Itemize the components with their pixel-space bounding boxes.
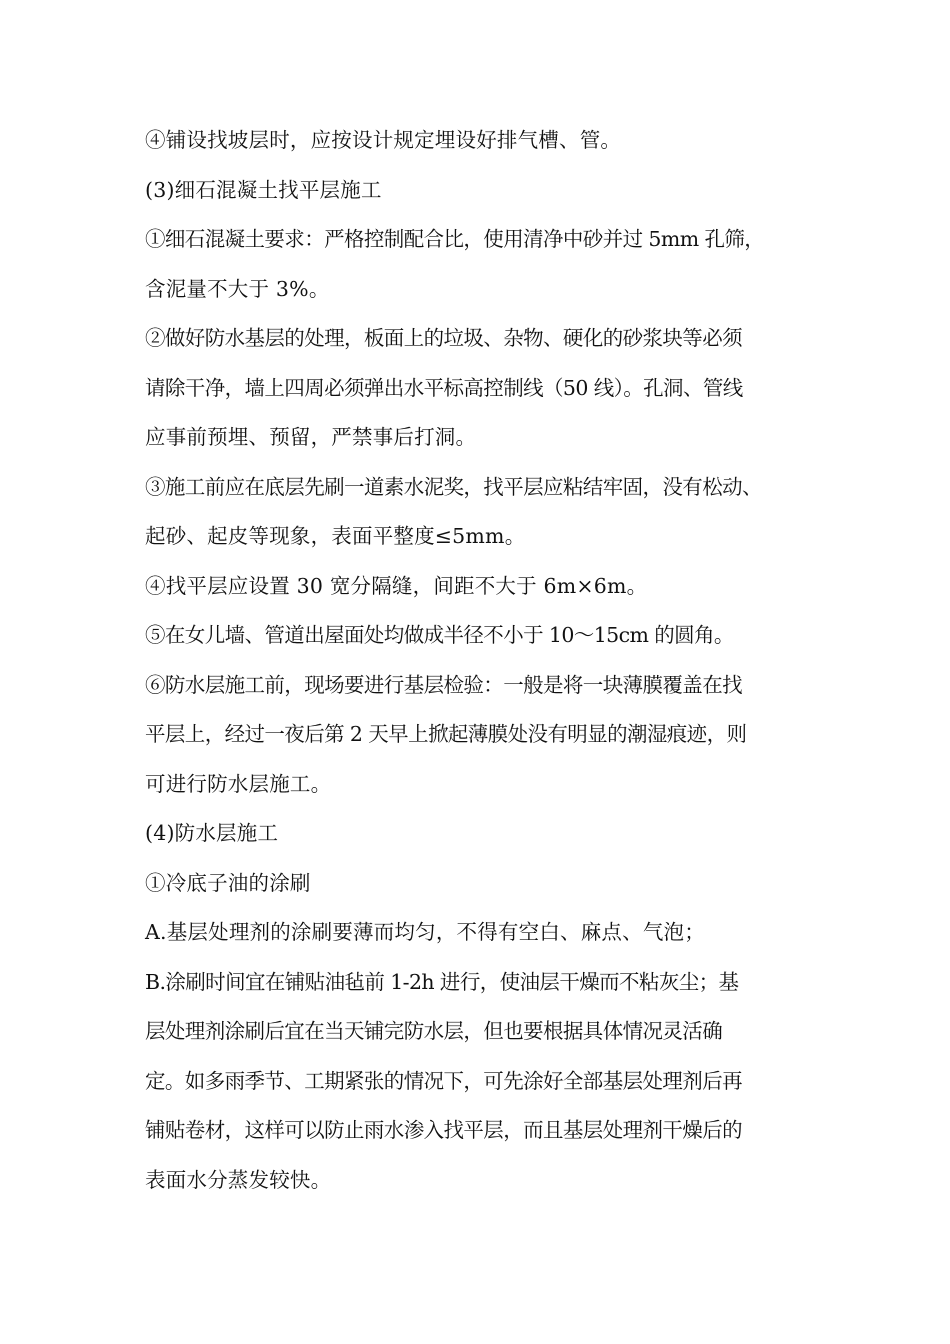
text-line: 平层上，经过一夜后第 2 天早上掀起薄膜处没有明显的潮湿痕迹，则 [145, 722, 747, 746]
text-line: ⑥防水层施工前，现场要进行基层检验：一般是将一块薄膜覆盖在找 [145, 672, 742, 697]
text-line: B.涂刷时间宜在铺贴油毡前 1-2h 进行，使油层干燥而不粘灰尘；基 [145, 969, 739, 994]
text-line: ②做好防水基层的处理，板面上的垃圾、杂物、硬化的砂浆块等必须 [145, 326, 742, 350]
document-body [145, 116, 815, 1205]
text-line: ①细石混凝土要求：严格控制配合比，使用清净中砂并过 5mm 孔筛， [145, 227, 765, 251]
text-line: 层处理剂涂刷后宜在当天铺完防水层，但也要根据具体情况灵活确 [145, 1019, 723, 1043]
section-heading: (4)防水层施工 [145, 821, 279, 845]
subsection-heading: ①冷底子油的涂刷 [145, 870, 311, 895]
text-line: 起砂、起皮等现象，表面平整度≤5mm。 [145, 524, 526, 548]
section-heading: (3)细石混凝土找平层施工 [145, 177, 382, 202]
text-line: 请除干净，墙上四周必须弹出水平标高控制线（50 线）。孔洞、管线 [145, 375, 743, 400]
text-line: 可进行防水层施工。 [145, 771, 332, 796]
text-line: 含泥量不大于 3%。 [145, 276, 330, 301]
text-line: 铺贴卷材，这样可以防止雨水渗入找平层，而且基层处理剂干燥后的 [145, 1118, 742, 1142]
text-line: 定。如多雨季节、工期紧张的情况下，可先涂好全部基层处理剂后再 [145, 1068, 742, 1093]
text-line: ④找平层应设置 30 宽分隔缝，间距不大于 6m×6m。 [145, 573, 648, 598]
text-line: ③施工前应在底层先刷一道素水泥奖，找平层应粘结牢固，没有松动、 [145, 474, 762, 499]
text-line: 表面水分蒸发较快。 [145, 1167, 332, 1192]
text-line: A.基层处理剂的涂刷要薄而均匀，不得有空白、麻点、气泡； [145, 920, 705, 944]
text-line: 应事前预埋、预留，严禁事后打洞。 [145, 425, 477, 449]
text-line: ⑤在女儿墙、管道出屋面处均做成半径不小于 10～15cm 的圆角。 [145, 623, 734, 647]
text-line: ④铺设找坡层时，应按设计规定埋设好排气槽、管。 [145, 128, 622, 152]
